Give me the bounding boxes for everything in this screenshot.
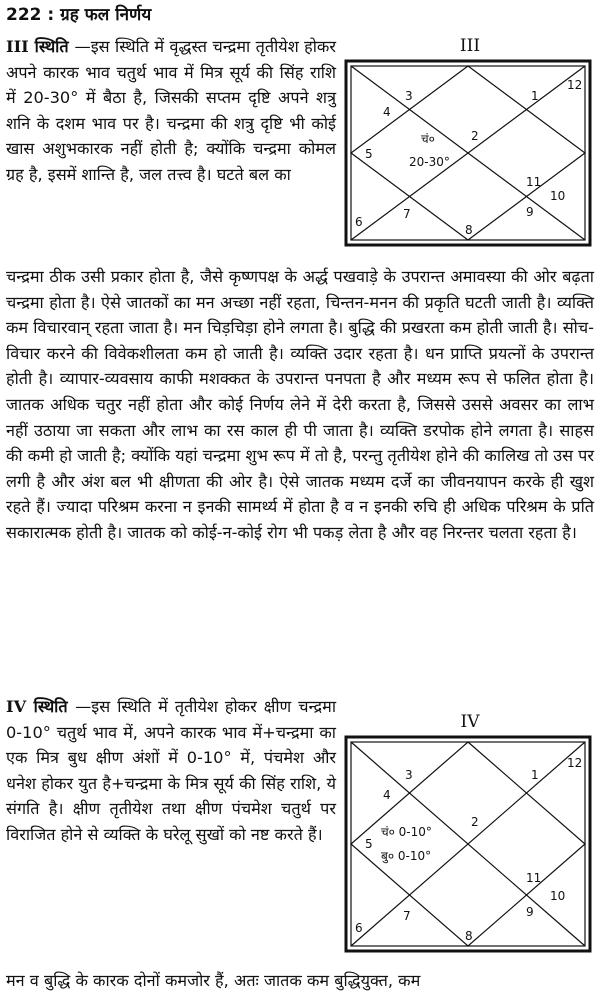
chart3-house-8: 8 [465, 223, 473, 237]
chart3-lagna-kundali [343, 58, 593, 252]
chart3-house-10: 10 [550, 189, 566, 203]
chart3-planet-line-1: चं० [421, 132, 435, 146]
chart4-house-3: 3 [405, 768, 413, 782]
chart4-house-5: 5 [365, 837, 373, 851]
chart3-svg [343, 58, 593, 248]
chart3-house-7: 7 [403, 207, 411, 221]
chart4-house-8: 8 [465, 929, 473, 943]
chart3-house-9: 9 [526, 205, 534, 219]
chart3-house-4: 4 [383, 105, 391, 119]
chart3-house-12: 12 [567, 78, 583, 92]
chart4-house-2: 2 [471, 815, 479, 829]
chart4-planet-line-2: बु० 0-10° [381, 849, 432, 863]
chart4-house-9: 9 [526, 905, 534, 919]
section3-label: III स्थिति [6, 37, 69, 56]
chart4-house-12: 12 [567, 756, 583, 770]
section4-lead-paragraph [6, 694, 336, 848]
page-title: 222 : ग्रह फल निर्णय [6, 5, 152, 25]
chart3-house-11: 11 [526, 175, 542, 189]
section3-label-text: स्थिति [34, 37, 69, 56]
chart3-house-1: 1 [531, 89, 539, 103]
section4-label-text: स्थिति [33, 697, 68, 716]
section3-body-paragraph: चन्द्रमा ठीक उसी प्रकार होता है, जैसे कृष्णपक्ष के अर्द्ध पखवाड़े के उपरान्त अमावस्या की ओर बढ़ता चन्द्रमा होता है। ऐसे जातकों का मन अच्छा नहीं रहता, चिन्तन-मनन की प्रकृति घटती जाती है। व्यक्ति कम विचारवान् रहता जाता है। मन चिड़चिड़ा होने लगता है। बुद्धि की प्रखरता कम होती जाती है। सोच-विचार करने की विवेकशीलता कम हो जाती है। व्यक्ति उदार रहता है। धन प्राप्ति प्रयत्नों के उपरान्त होती है। व्यापार-व्यवसाय काफी मशक्कत के उपरान्त पनपता है और मध्यम रूप से फलित होता है। जातक अधिक चतुर नहीं होता और कोई निर्णय लेने में देरी करता है, जिससे उससे अवसर का लाभ नहीं उठाया जा सकता और लाभ का रस काल ही पी जाता है। व्यक्ति डरपोक होने लगता है। साहस की कमी हो जाती है; क्योंकि यहां चन्द्रमा शुभ रूप में तो है, परन्तु तृतीयेश होने की कालिख तो उस पर लगी है और अंश बल भी क्षीणता की ओर है। ऐसे जातक मध्यम दर्जे का जीवनयापन करके ही खुश रहते हैं। ज्यादा परिश्रम करना न इनकी सामर्थ्य में होता है व न इनकी रुचि ही अधिक परिश्रम के प्रति सकारात्मक होती है। जातक को कोई-न-कोई रोग भी पकड़ लेता है और वह निरन्तर चलता रहता है। [6, 267, 594, 542]
section3-lead-text: —इस स्थिति में वृद्धस्त चन्द्रमा तृतीयेश होकर अपने कारक भाव चतुर्थ भाव में मित्र सूर्य की सिंह राशि में 20-30° में बैठा है, जिसकी सप्तम दृष्टि अपने शत्रु शनि के दशम भाव पर है। चन्द्रमा की शत्रु दृष्टि भी कोई खास अशुभकारक नहीं होती है; क्योंकि चन्द्रमा कोमल ग्रह है, इसमें शान्ति है, जल तत्त्व है। घटते बल का [6, 37, 336, 184]
chart3-house-2: 2 [471, 129, 479, 143]
page-header [6, 2, 151, 25]
chart4-lagna-kundali [343, 734, 593, 958]
chart3-title: III [459, 36, 481, 56]
section4-body-paragraph: मन व बुद्धि के कारक दोनों कमजोर हैं, अतः जातक कम बुद्धियुक्त, कम [6, 971, 421, 990]
chart4-title: IV [460, 712, 480, 732]
chart3-house-5: 5 [365, 147, 373, 161]
chart3-house-6: 6 [355, 215, 363, 229]
chart3-planet-line-2: 20-30° [409, 155, 450, 169]
chart4-svg [343, 734, 593, 954]
chart3-house-3: 3 [405, 89, 413, 103]
chart4-house-6: 6 [355, 921, 363, 935]
chart4-house-1: 1 [531, 768, 539, 782]
chart4-house-4: 4 [383, 788, 391, 802]
chart4-house-7: 7 [403, 909, 411, 923]
section4-label: IV स्थिति [6, 697, 68, 716]
section3-lead-paragraph [6, 34, 336, 188]
section4-lead-text: —इस स्थिति में तृतीयेश होकर क्षीण चन्द्रमा 0-10° चतुर्थ भाव में, अपने कारक भाव में+चन्द्रमा का एक मित्र बुध क्षीण अंशों में 0-10° में, पंचमेश और धनेश होकर युत है+चन्द्रमा के मित्र सूर्य की सिंह राशि, ये संगति है। क्षीण तृतीयेश तथा क्षीण पंचमेश चतुर्थ पर विराजित होने से व्यक्ति के घरेलू सुखों को नष्ट करते हैं। [6, 697, 337, 844]
chart4-house-11: 11 [526, 871, 542, 885]
chart4-planet-line-1: चं० 0-10° [381, 825, 432, 839]
chart4-house-10: 10 [550, 889, 566, 903]
